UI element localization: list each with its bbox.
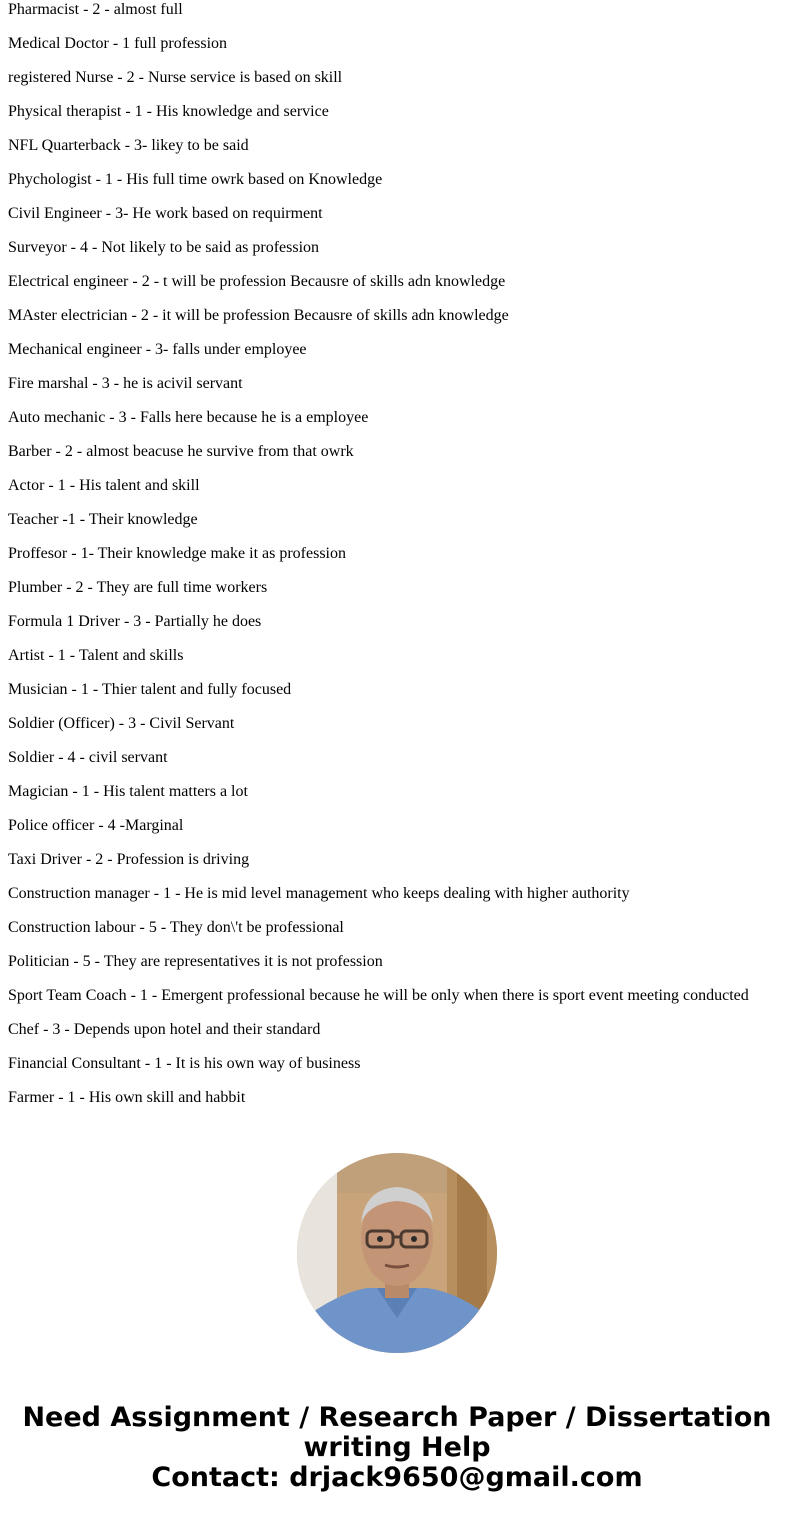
list-item: Artist - 1 - Talent and skills — [8, 647, 184, 664]
list-item: Fire marshal - 3 - he is acivil servant — [8, 375, 243, 392]
list-item: Plumber - 2 - They are full time workers — [8, 579, 268, 596]
list-item: registered Nurse - 2 - Nurse service is based on skill — [8, 69, 343, 86]
list-item: Taxi Driver - 2 - Profession is driving — [8, 851, 250, 868]
list-item: Surveyor - 4 - Not likely to be said as profession — [8, 239, 320, 256]
list-item: Soldier (Officer) - 3 - Civil Servant — [8, 715, 235, 732]
list-item: Politician - 5 - They are representatives it is not profession — [8, 953, 383, 970]
list-item: Financial Consultant - 1 - It is his own way of business — [8, 1055, 361, 1072]
list-item: Construction manager - 1 - He is mid level management who keeps dealing with higher authority — [8, 885, 630, 902]
person-photo-icon — [297, 1153, 497, 1353]
list-item: Chef - 3 - Depends upon hotel and their standard — [8, 1021, 321, 1038]
banner-contact-email: Contact: drjack9650@gmail.com — [151, 1462, 643, 1493]
list-item: Formula 1 Driver - 3 - Partially he does — [8, 613, 262, 630]
list-item: Mechanical engineer - 3- falls under employee — [8, 341, 307, 358]
profession-list — [8, 0, 788, 1122]
author-avatar — [297, 1153, 497, 1353]
list-item: Barber - 2 - almost beacuse he survive from that owrk — [8, 443, 354, 460]
list-item: Actor - 1 - His talent and skill — [8, 477, 200, 494]
list-item: MAster electrician - 2 - it will be profession Becausre of skills adn knowledge — [8, 307, 509, 324]
list-item: Construction labour - 5 - They don\'t be professional — [8, 919, 344, 936]
list-item: Civil Engineer - 3- He work based on requirment — [8, 205, 323, 222]
list-item: Magician - 1 - His talent matters a lot — [8, 783, 248, 800]
list-item: Electrical engineer - 2 - t will be profession Becausre of skills adn knowledge — [8, 273, 506, 290]
list-item: Police officer - 4 -Marginal — [8, 817, 184, 834]
list-item: Medical Doctor - 1 full profession — [8, 35, 228, 52]
list-item: Physical therapist - 1 - His knowledge and service — [8, 103, 329, 120]
list-item: Auto mechanic - 3 - Falls here because he is a employee — [8, 409, 369, 426]
list-item: Teacher -1 - Their knowledge — [8, 511, 198, 528]
list-item: Phychologist - 1 - His full time owrk based on Knowledge — [8, 171, 383, 188]
list-item: Musician - 1 - Thier talent and fully focused — [8, 681, 292, 698]
list-item: Proffesor - 1- Their knowledge make it as profession — [8, 545, 346, 562]
list-item: NFL Quarterback - 3- likey to be said — [8, 137, 249, 154]
list-item: Farmer - 1 - His own skill and habbit — [8, 1089, 246, 1106]
list-item: Pharmacist - 2 - almost full — [8, 1, 183, 18]
banner-line-1: Need Assignment / Research Paper / Dissertation — [22, 1402, 772, 1433]
contact-banner — [0, 1403, 794, 1493]
banner-line-2: writing Help — [303, 1432, 491, 1463]
list-item: Sport Team Coach - 1 - Emergent professional because he will be only when there is sport event meeting conducted — [8, 987, 749, 1004]
list-item: Soldier - 4 - civil servant — [8, 749, 168, 766]
